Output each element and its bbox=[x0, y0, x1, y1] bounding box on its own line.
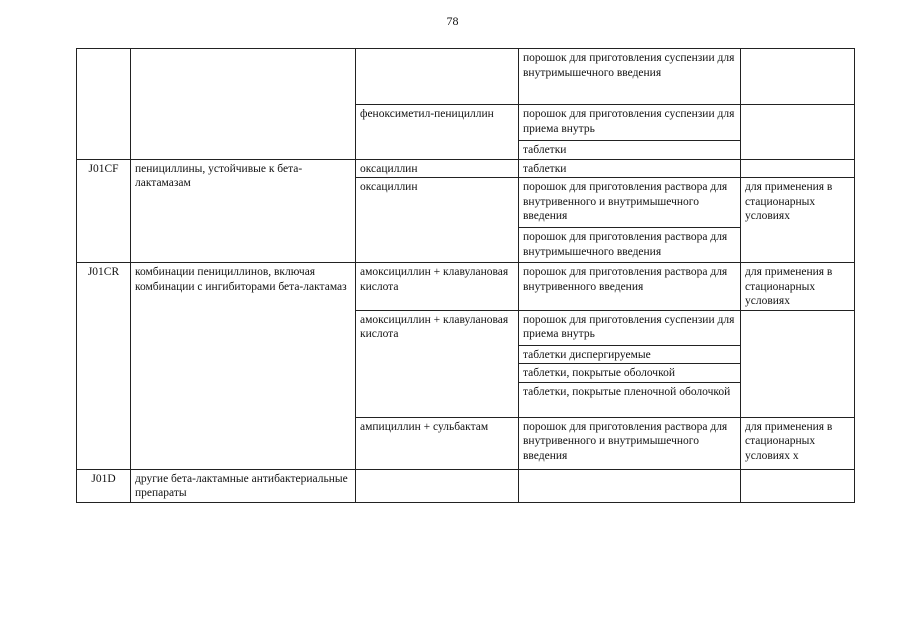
atc-code-cell bbox=[77, 469, 131, 502]
drug-cell bbox=[356, 469, 519, 502]
drug-cell bbox=[356, 159, 519, 178]
dosage-form-text: порошок для приготовления суспензии для приема внутрь bbox=[523, 108, 735, 135]
dosage-form-cell bbox=[519, 49, 741, 105]
group-cell bbox=[131, 49, 356, 160]
note-cell bbox=[741, 417, 855, 469]
drug-cell bbox=[356, 417, 519, 469]
note-cell bbox=[741, 469, 855, 502]
dosage-form-text: порошок для приготовления суспензии для внутримышечного введения bbox=[523, 52, 735, 79]
table-row bbox=[77, 49, 855, 105]
dosage-form-text: таблетки, покрытые оболочкой bbox=[523, 367, 675, 379]
note-cell bbox=[741, 310, 855, 417]
dosage-form-cell bbox=[519, 159, 741, 178]
drug-name: оксациллин bbox=[360, 162, 418, 175]
note-cell bbox=[741, 49, 855, 105]
group-cell bbox=[131, 263, 356, 470]
note-text: для применения в стационарных условиях bbox=[745, 266, 833, 307]
drug-table bbox=[76, 48, 855, 503]
drug-name: феноксиметил-пенициллин bbox=[360, 108, 494, 120]
table-row bbox=[77, 469, 855, 502]
note-cell bbox=[741, 178, 855, 263]
drug-cell bbox=[356, 310, 519, 417]
table-row bbox=[77, 263, 855, 311]
atc-code: J01CF bbox=[88, 162, 119, 175]
table-row bbox=[77, 159, 855, 178]
drug-cell bbox=[356, 263, 519, 311]
dosage-form-text: таблетки bbox=[523, 162, 567, 175]
note-cell bbox=[741, 105, 855, 160]
dosage-form-text: порошок для приготовления раствора для внутримышечного введения bbox=[523, 231, 728, 258]
drug-name: оксациллин bbox=[360, 181, 418, 193]
group-name: комбинации пенициллинов, включая комбинации с ингибиторами бета-лактамаз bbox=[135, 266, 347, 293]
drug-cell bbox=[356, 105, 519, 160]
atc-code: J01D bbox=[91, 472, 116, 485]
group-name: другие бета-лактамные антибактериальные препараты bbox=[135, 472, 348, 499]
dosage-form-cell bbox=[519, 382, 741, 417]
dosage-form-cell bbox=[519, 310, 741, 345]
dosage-form-text: порошок для приготовления раствора для внутривенного и внутримышечного введения bbox=[523, 181, 728, 222]
dosage-form-text: порошок для приготовления раствора для внутривенного и внутримышечного введения bbox=[523, 420, 728, 462]
drug-cell bbox=[356, 178, 519, 263]
dosage-form-text: таблетки bbox=[523, 144, 567, 156]
dosage-form-cell bbox=[519, 263, 741, 311]
dosage-form-cell bbox=[519, 345, 741, 364]
group-name: пенициллины, устойчивые к бета-лактамазам bbox=[135, 162, 303, 189]
dosage-form-cell bbox=[519, 469, 741, 502]
page-number: 78 bbox=[446, 14, 459, 28]
note-text: для применения в стационарных условиях х bbox=[745, 420, 833, 462]
dosage-form-cell bbox=[519, 417, 741, 469]
dosage-form-cell bbox=[519, 178, 741, 228]
dosage-form-text: порошок для приготовления суспензии для приема внутрь bbox=[523, 313, 735, 340]
drug-cell bbox=[356, 49, 519, 105]
atc-code: J01CR bbox=[87, 266, 120, 278]
atc-code-cell bbox=[77, 159, 131, 263]
atc-code-cell bbox=[77, 49, 131, 160]
dosage-form-text: таблетки диспергируемые bbox=[523, 348, 651, 361]
group-cell bbox=[131, 159, 356, 263]
dosage-form-cell bbox=[519, 141, 741, 160]
atc-code-cell bbox=[77, 263, 131, 470]
note-cell bbox=[741, 263, 855, 311]
note-text: для применения в стационарных условиях bbox=[745, 181, 833, 222]
dosage-form-cell bbox=[519, 364, 741, 383]
drug-name: амоксициллин + клавулановая кислота bbox=[360, 313, 509, 340]
dosage-form-cell bbox=[519, 228, 741, 263]
note-cell bbox=[741, 159, 855, 178]
dosage-form-text: таблетки, покрытые пленочной оболочкой bbox=[523, 385, 731, 398]
dosage-form-text: порошок для приготовления раствора для внутривенного введения bbox=[523, 266, 728, 293]
group-cell bbox=[131, 469, 356, 502]
drug-name: ампициллин + сульбактам bbox=[360, 420, 489, 433]
dosage-form-cell bbox=[519, 105, 741, 141]
drug-name: амоксициллин + клавулановая кислота bbox=[360, 266, 509, 293]
